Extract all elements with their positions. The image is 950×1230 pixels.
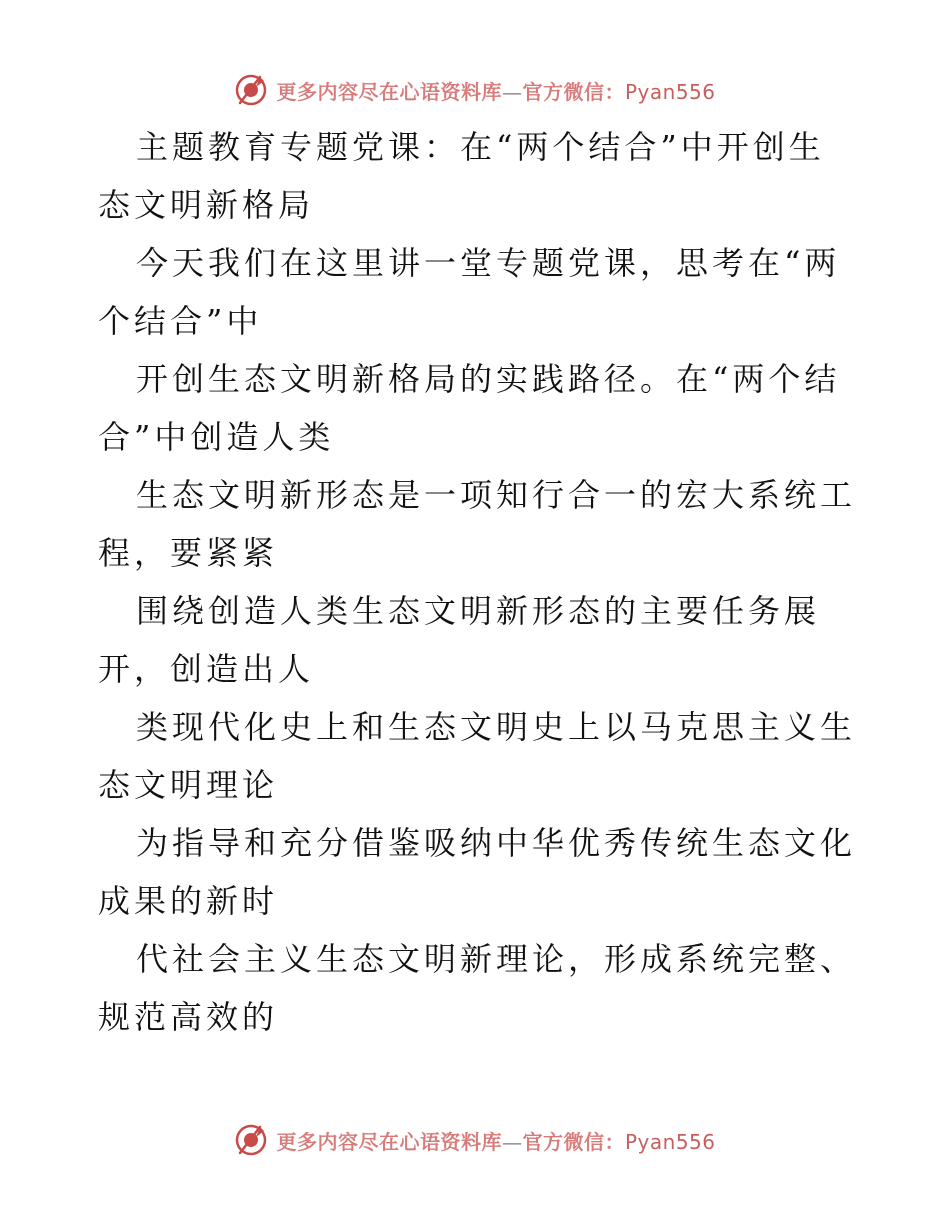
paragraph: 围绕创造人类生态文明新形态的主要任务展开，创造出人 (98, 592, 821, 688)
quill-logo-icon (234, 1123, 268, 1157)
watermark-separator: — (501, 79, 523, 104)
watermark-wechat-label: 官方微信： (522, 1129, 625, 1154)
watermark-wechat-label: 官方微信： (522, 79, 625, 104)
watermark-wechat-id: Pyan556 (624, 79, 716, 104)
paragraph-title: 主题教育专题党课：在“两个结合”中开创生态文明新格局 (98, 128, 825, 224)
watermark-wechat-id: Pyan556 (624, 1129, 716, 1154)
watermark-text (276, 76, 715, 105)
header-watermark-banner (0, 70, 950, 110)
paragraph: 代社会主义生态文明新理论，形成系统完整、规范高效的 (98, 940, 857, 1036)
paragraph: 为指导和充分借鉴吸纳中华优秀传统生态文化成果的新时 (98, 824, 857, 920)
paragraph: 今天我们在这里讲一堂专题党课，思考在“两个结合”中 (98, 244, 841, 340)
watermark-brand: 更多内容尽在心语资料库 (276, 79, 502, 104)
paragraph: 生态文明新形态是一项知行合一的宏大系统工程，要紧紧 (98, 476, 857, 572)
paragraph: 开创生态文明新格局的实践路径。在“两个结合”中创造人类 (98, 360, 841, 456)
footer-watermark-banner (0, 1120, 950, 1160)
watermark-text (276, 1126, 715, 1155)
watermark-separator: — (501, 1129, 523, 1154)
watermark-brand: 更多内容尽在心语资料库 (276, 1129, 502, 1154)
document-body (98, 118, 858, 1046)
paragraph: 类现代化史上和生态文明史上以马克思主义生态文明理论 (98, 708, 857, 804)
quill-logo-icon (234, 73, 268, 107)
